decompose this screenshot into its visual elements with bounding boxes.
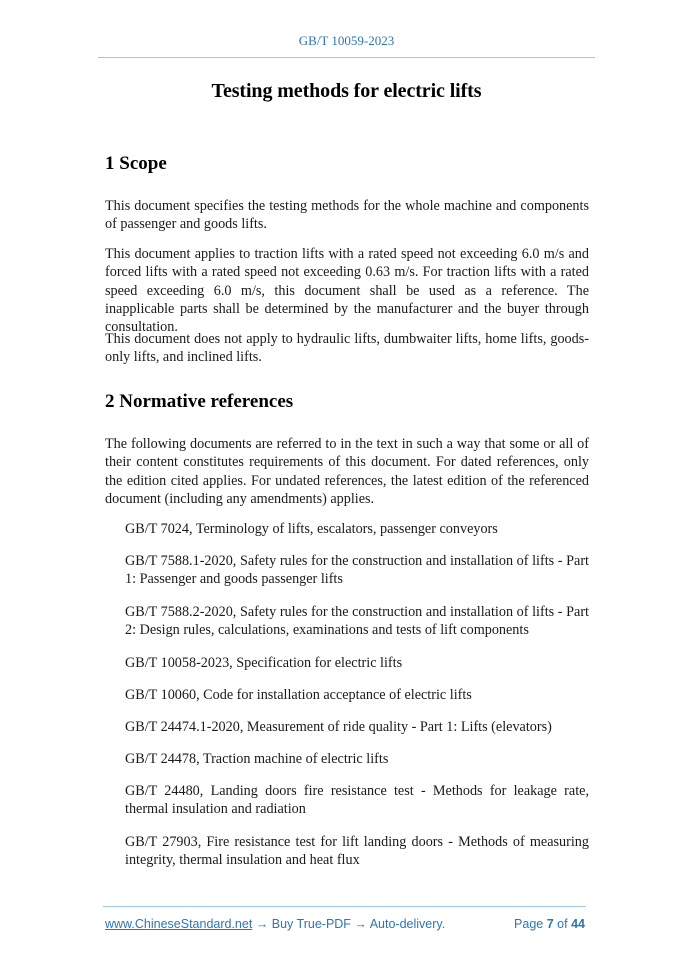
total-pages-number: 44 [571,917,585,931]
normative-references-intro: The following documents are referred to in the text in such a way that some or all of their content constitutes requirements of this document. For dated references, only the edition cited applies. For undated references, the latest edition of the referenced document (including any amendments) applies. [105,436,589,507]
reference-item: GB/T 7024, Terminology of lifts, escalators, passenger conveyors [125,521,498,537]
reference-item: GB/T 24480, Landing doors fire resistance test - Methods for leakage rate, thermal insulation and radiation [125,783,589,818]
reference-item: GB/T 24474.1-2020, Measurement of ride quality - Part 1: Lifts (elevators) [125,719,552,735]
section-heading-normative-references: 2 Normative references [105,391,294,412]
document-number-header: GB/T 10059-2023 [298,33,395,48]
reference-item: GB/T 7588.2-2020, Safety rules for the construction and installation of lifts - Part 2: Design rules, calculations, examinations and tests of lift components [125,604,589,639]
footer-divider [103,906,586,907]
reference-item: GB/T 10058-2023, Specification for electric lifts [125,655,403,671]
current-page-number: 7 [546,917,554,931]
scope-paragraph-1: This document specifies the testing methods for the whole machine and components of passenger and goods lifts. [105,198,589,233]
header-divider [98,57,595,58]
reference-item: GB/T 7588.1-2020, Safety rules for the construction and installation of lifts - Part 1: Passenger and goods passenger lifts [125,553,589,588]
reference-item: GB/T 24478, Traction machine of electric lifts [125,751,389,767]
reference-item: GB/T 27903, Fire resistance test for lift landing doors - Methods of measuring integrity, thermal insulation and heat flux [125,834,589,869]
page-footer [105,917,585,931]
page-indicator [514,917,585,931]
of-label: of [557,917,568,931]
scope-paragraph-2: This document applies to traction lifts with a rated speed not exceeding 6.0 m/s and forced lifts with a rated speed not exceeding 0.63 m/s. For traction lifts with a rated speed exceeding 6.0 m/s, this document shall be used as a reference. The inapplicable parts shall be determined by the manufacturer and the buyer through consultation. [105,246,589,336]
page-label: Page [514,917,544,931]
website-link[interactable]: www.ChineseStandard.net [105,917,253,931]
section-heading-scope: 1 Scope [105,153,167,174]
document-title: Testing methods for electric lifts [211,80,482,102]
scope-paragraph-3: This document does not apply to hydraulic lifts, dumbwaiter lifts, home lifts, goods-only lifts, and inclined lifts. [105,331,589,366]
reference-item: GB/T 10060, Code for installation acceptance of electric lifts [125,687,472,703]
promo-text: → Buy True-PDF → Auto-delivery. [252,917,446,931]
